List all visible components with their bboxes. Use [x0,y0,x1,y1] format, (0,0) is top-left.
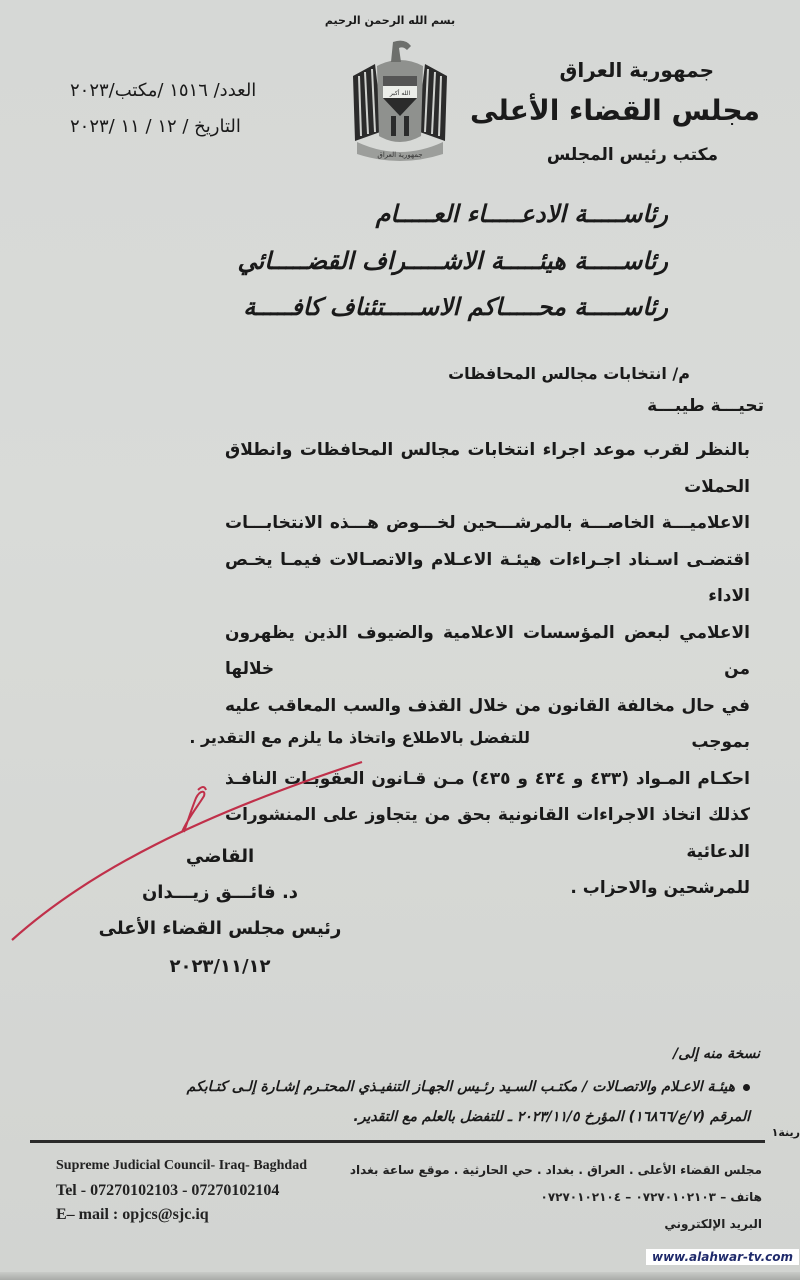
signatory-position: رئيس مجلس القضاء الأعلى [98,918,342,939]
footer-org-en: Supreme Judicial Council- Iraq- Baghdad [56,1158,308,1173]
body-line: كذلك اتخاذ الاجراءات القانونية بحق من يتجاوز على المنشورات الدعائية [225,805,750,862]
page-edge-shadow [0,1272,800,1280]
copy-to-title: نسخة منه إلى/ [673,1046,760,1062]
body-line: اقتضـى اسـناد اجـراءات هيئـة الاعـلام والاتصـالات فيمـا يخـص الاداء [225,549,750,606]
emblem-caption: جمهورية العراق [377,151,423,159]
body-line: في حال مخالفة القانون من خلال القذف والسب المعاقب عليه بموجب [225,695,750,752]
copy-to-line1: هيئـة الاعـلام والاتصـالات / مكتـب السـيد رئـيس الجهـاز التنفيـذي المحتـرم إشـارة إلـى كتـابكم [186,1079,735,1095]
svg-text:الله أكبر: الله أكبر [389,90,411,97]
recipient-judicial-supervision: رئاســـــة هيئـــــة الاشـــــراف القضـــــائي [237,247,668,275]
signatory-title: القاضي [185,846,255,867]
subject-line: م/ انتخابات مجالس المحافظات [448,364,690,383]
header-office: مكتب رئيس المجلس [546,145,718,165]
footer-tel-en: Tel - 07270102103 - 07270102104 [56,1182,280,1199]
signature-date: ٢٠٢٣/١١/١٢ [169,956,271,977]
footer-divider [30,1140,765,1143]
signatory-name: د. فائـــق زيـــدان [141,882,299,903]
iraq-eagle-emblem-icon [345,36,455,166]
body-line: الاعلامي لبعض المؤسسات الاعلامية والضيوف الذين يظهرون من خلالها [225,622,750,679]
footer-email-en: E– mail : opjcs@sjc.iq [56,1206,209,1223]
recipient-public-prosecution: رئاســـــة الادعـــــاء العـــــام [375,200,668,228]
basmala: بسم الله الرحمن الرحيم [324,14,456,27]
header-council: مجلس القضاء الأعلى [469,94,760,127]
header-country: جمهورية العراق [559,58,714,82]
footer-address-ar: مجلس القضاء الأعلى . العراق . بغداد . حي الحارثية . موقع ساعة بغداد [349,1163,762,1177]
body-line: احكـام المـواد (٤٣٣ و ٤٣٤ و ٤٣٥) مـن قـانون العقوبـات النافـذ [225,768,750,789]
copy-to-item [50,1072,750,1132]
footer-email-label-ar: البريد الإلكتروني [664,1217,762,1231]
reference-date: التاريخ / ١٢ / ١١ /٢٠٢٣ [70,116,241,137]
reference-number: العدد/ ١٥١٦ /مكتب/٢٠٢٣ [70,80,257,101]
watermark: www.alahwar-tv.com [646,1249,799,1265]
body-line: بالنظر لقرب موعد اجراء انتخابات مجالس المحافظات وانطلاق الحملات [225,440,750,497]
bullet-icon [743,1084,750,1091]
closing-line: للتفضل بالاطلاع واتخاذ ما يلزم مع التقدير . [189,728,530,747]
edge-note: رينة١ [771,1126,800,1139]
recipient-appeal-courts: رئاســـــة محـــــاكم الاســـــتئناف كافـــــة [243,293,668,321]
greeting: تحيـــة طيبـــة [647,396,764,416]
body-line: الاعلاميـــة الخاصـــة بالمرشـــحين لخـــوض هـــذه الانتخابـــات [225,513,750,533]
copy-to-line2: المرقم (٧/ع/١٦٨٦٦) المؤرخ ٢٠٢٣/١١/٥ ـ للتفضل بالعلم مع التقدير. [353,1109,750,1125]
footer-phone-ar: هاتف – ٠٧٢٧٠١٠٢١٠٣ – ٠٧٢٧٠١٠٢١٠٤ [540,1190,762,1204]
body-line: للمرشحين والاحزاب . [570,878,750,898]
